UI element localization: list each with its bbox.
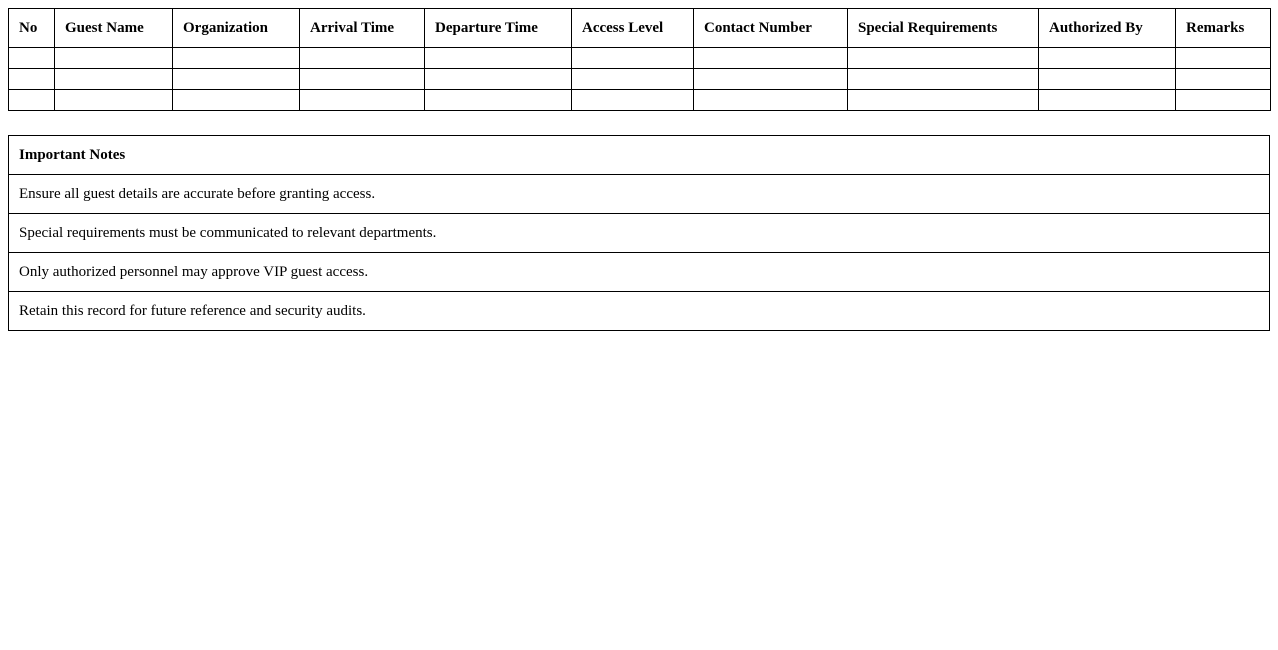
table-cell[interactable] <box>425 69 572 90</box>
table-cell[interactable] <box>173 48 300 69</box>
notes-header-row <box>9 136 1270 175</box>
list-item <box>9 253 1270 292</box>
document <box>8 8 1270 331</box>
table-row <box>9 48 1271 69</box>
note-authorized-personnel: Only authorized personnel may approve VIP guest access. <box>9 253 1270 292</box>
table-row <box>9 90 1271 111</box>
list-item <box>9 175 1270 214</box>
table-cell[interactable] <box>694 90 848 111</box>
table-cell[interactable] <box>1176 90 1271 111</box>
table-cell[interactable] <box>1176 48 1271 69</box>
table-cell[interactable] <box>1039 48 1176 69</box>
notes-title: Important Notes <box>9 136 1270 175</box>
table-cell[interactable] <box>425 90 572 111</box>
table-cell[interactable] <box>300 90 425 111</box>
header-guest-name: Guest Name <box>55 9 173 48</box>
table-row <box>9 69 1271 90</box>
table-cell[interactable] <box>9 48 55 69</box>
header-access-level: Access Level <box>572 9 694 48</box>
header-organization: Organization <box>173 9 300 48</box>
list-item <box>9 292 1270 331</box>
table-cell[interactable] <box>55 69 173 90</box>
header-remarks: Remarks <box>1176 9 1271 48</box>
header-special-requirements: Special Requirements <box>848 9 1039 48</box>
table-cell[interactable] <box>572 69 694 90</box>
table-cell[interactable] <box>55 48 173 69</box>
table-cell[interactable] <box>9 69 55 90</box>
table-cell[interactable] <box>694 48 848 69</box>
table-header-row <box>9 9 1271 48</box>
guest-access-table <box>8 8 1271 111</box>
header-contact-number: Contact Number <box>694 9 848 48</box>
table-cell[interactable] <box>694 69 848 90</box>
important-notes-table <box>8 135 1270 331</box>
table-cell[interactable] <box>848 69 1039 90</box>
note-special-requirements: Special requirements must be communicated to relevant departments. <box>9 214 1270 253</box>
table-cell[interactable] <box>572 48 694 69</box>
table-cell[interactable] <box>300 48 425 69</box>
table-cell[interactable] <box>425 48 572 69</box>
table-cell[interactable] <box>1039 69 1176 90</box>
table-cell[interactable] <box>173 69 300 90</box>
header-no: No <box>9 9 55 48</box>
header-departure-time: Departure Time <box>425 9 572 48</box>
table-cell[interactable] <box>173 90 300 111</box>
header-authorized-by: Authorized By <box>1039 9 1176 48</box>
table-cell[interactable] <box>300 69 425 90</box>
table-cell[interactable] <box>1039 90 1176 111</box>
table-cell[interactable] <box>572 90 694 111</box>
list-item <box>9 214 1270 253</box>
table-cell[interactable] <box>848 48 1039 69</box>
table-cell[interactable] <box>55 90 173 111</box>
table-cell[interactable] <box>9 90 55 111</box>
note-accurate-details: Ensure all guest details are accurate before granting access. <box>9 175 1270 214</box>
header-arrival-time: Arrival Time <box>300 9 425 48</box>
note-retain-record: Retain this record for future reference and security audits. <box>9 292 1270 331</box>
table-cell[interactable] <box>848 90 1039 111</box>
table-cell[interactable] <box>1176 69 1271 90</box>
